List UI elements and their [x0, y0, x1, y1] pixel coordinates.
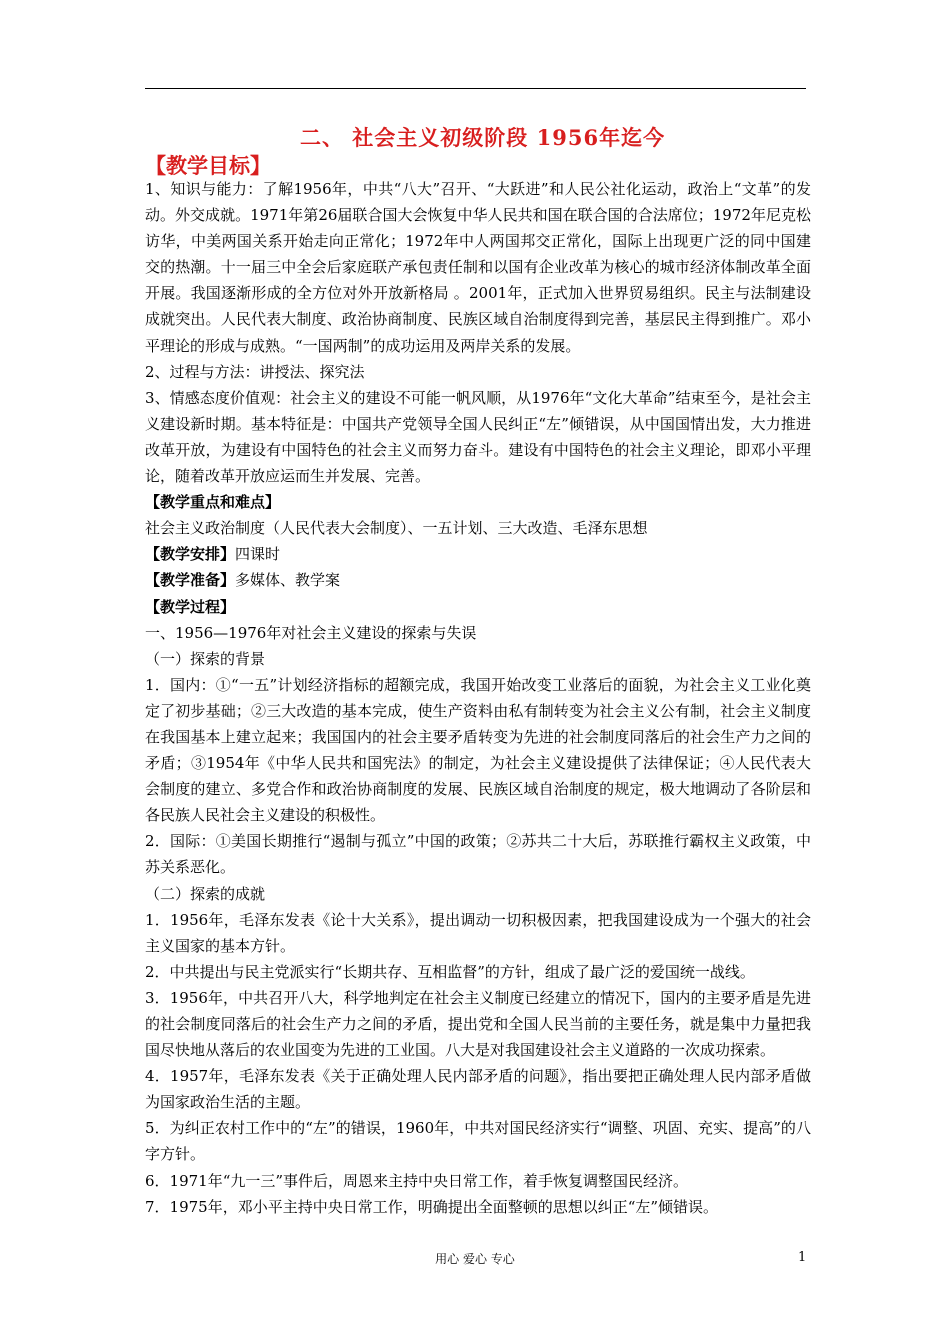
background-domestic: 1．国内：①“一五”计划经济指标的超额完成，我国开始改变工业落后的面貌，为社会主义工业化奠定了初步基础；②三大改造的基本完成，使生产资料由私有制转变为社会主义公有制，社会主义制度在我国基本上建立起来；我国国内的社会主要矛盾转变为先进的社会制度同落后的社会生产力之间的矛盾；③1954年《中华人民共和国宪法》的制定，为社会主义建设提供了法律保证；④人民代表大会制度的建立、多党合作和政治协商制度的发展、民族区域自治制度的规定，极大地调动了各阶层和各民族人民社会主义建设的积极性。 — [145, 675, 811, 825]
subsection-achievements: （二）探索的成就 — [145, 884, 266, 903]
background-international: 2．国际：①美国长期推行“遏制与孤立”中国的政策；②苏共二十大后，苏联推行霸权主义政策，中苏关系恶化。 — [145, 832, 811, 877]
subsection-background: （一）探索的背景 — [145, 649, 266, 668]
arrangement-heading: 【教学安排】 — [145, 545, 236, 564]
objectives-heading: 【教学目标】 — [145, 153, 271, 178]
arrangement-text: 四课时 — [235, 545, 281, 564]
preparation-text: 多媒体、教学案 — [235, 571, 341, 590]
header-rule — [145, 88, 806, 89]
achievement-item: 3．1956年，中共召开八大，科学地判定在社会主义制度已经建立的情况下，国内的主要矛盾是先进的社会制度同落后的社会生产力之间的矛盾，提出党和全国人民当前的主要任务，就是集中力量把我国尽快地从落后的农业国变为先进的工业国。八大是对我国建设社会主义道路的一次成功探索。 — [145, 988, 811, 1060]
achievement-item: 7．1975年，邓小平主持中央日常工作，明确提出全面整顿的思想以纠正“左”倾错误。 — [145, 1197, 719, 1216]
achievement-item: 1．1956年，毛泽东发表《论十大关系》，提出调动一切积极因素，把我国建设成为一个强大的社会主义国家的基本方针。 — [145, 910, 811, 955]
objective-knowledge: 1、知识与能力：了解1956年，中共“八大”召开、“大跃进”和人民公社化运动，政治上“文革”的发动。外交成就。1971年第26届联合国大会恢复中华人民共和国在联合国的合法席位；1972年尼克松访华，中美两国关系开始走向正常化；1972年中人两国邦交正常化，国际上出现更广泛的同中国建交的热潮。十一届三中全会后家庭联产承包责任制和以国有企业改革为核心的城市经济体制改革全面开展。我国逐渐形成的全方位对外开放新格局 。2001年，正式加入世界贸易组织。民主与法制建设成就突出。人民代表大制度、政治协商制度、民族区域自治制度得到完善，基层民主得到推广。邓小平理论的形成与成熟。“一国两制”的成功运用及两岸关系的发展。 — [145, 180, 811, 355]
achievement-item: 6．1971年“九一三”事件后，周恩来主持中央日常工作，着手恢复调整国民经济。 — [145, 1171, 689, 1190]
section-heading: 一、1956—1976年对社会主义建设的探索与失误 — [145, 623, 477, 642]
achievement-item: 5．为纠正农村工作中的“左”的错误，1960年，中共对国民经济实行“调整、巩固、充实、提高”的八字方针。 — [145, 1119, 811, 1164]
objective-values: 3、情感态度价值观：社会主义的建设不可能一帆风顺，从1976年“文化大革命”结束至今，是社会主义建设新时期。基本特征是：中国共产党领导全国人民纠正“左”倾错误，从中国国情出发，大力推进改革开放，为建设有中国特色的社会主义而努力奋斗。建设有中国特色的社会主义理论，即邓小平理论，随着改革开放应运而生并发展、完善。 — [145, 388, 811, 486]
page-title: 二、 社会主义初级阶段 1956年迄今 — [300, 125, 666, 150]
achievement-item: 4．1957年，毛泽东发表《关于正确处理人民内部矛盾的问题》，指出要把正确处理人民内部矛盾做为国家政治生活的主题。 — [145, 1067, 811, 1112]
process-heading: 【教学过程】 — [145, 597, 236, 616]
footer-slogan: 用心 爱心 专心 — [435, 1252, 515, 1266]
key-points-text: 社会主义政治制度（人民代表大会制度）、一五计划、三大改造、毛泽东思想 — [145, 519, 648, 538]
page-number: 1 — [798, 1250, 807, 1265]
key-points-heading: 【教学重点和难点】 — [145, 493, 281, 512]
objective-method: 2、过程与方法：讲授法、探究法 — [145, 362, 365, 381]
arrangement-line — [145, 541, 811, 567]
document-body — [145, 176, 811, 1220]
preparation-heading: 【教学准备】 — [145, 571, 236, 590]
preparation-line — [145, 567, 811, 593]
achievement-item: 2．中共提出与民主党派实行“长期共存、互相监督”的方针，组成了最广泛的爱国统一战线。 — [145, 962, 755, 981]
